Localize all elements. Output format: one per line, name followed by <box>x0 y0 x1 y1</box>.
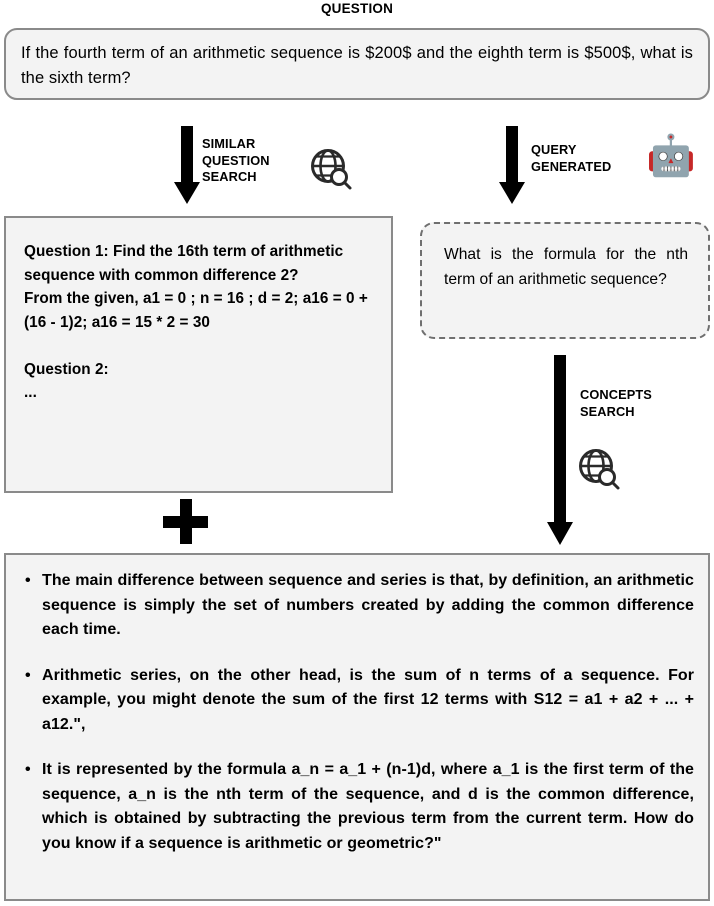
bullet-icon: • <box>25 572 31 589</box>
label-concepts-search: CONCEPTS SEARCH <box>580 387 652 419</box>
question-box <box>4 28 710 100</box>
concepts-list <box>20 569 694 856</box>
bullet-icon: • <box>25 666 31 684</box>
arrow-similar-question-search <box>167 126 207 209</box>
list-item <box>20 569 694 643</box>
globe-search-icon <box>306 145 356 200</box>
concept-text: Arithmetic series, on the other head, is the sum of n terms of a sequence. For example, you might denote the sum of the first 12 terms with S12 = a1 + a2 + ... + a12.", <box>42 666 694 733</box>
similar-question-1: Question 1: Find the 16th term of arithmetic sequence with common difference 2? <box>24 243 344 284</box>
generated-query-text: What is the formula for the nth term of an arithmetic sequence? <box>444 246 688 288</box>
label-similar-question-search: SIMILAR QUESTION SEARCH <box>202 136 270 184</box>
question-text: If the fourth term of an arithmetic sequence is $200$ and the eighth term is $500$, what is the sixth term? <box>21 44 693 87</box>
page-title: QUESTION <box>320 1 394 16</box>
concept-text: It is represented by the formula a_n = a_1 + (n-1)d, where a_1 is the first term of the sequence, a_n is the nth term of the sequence, and d is the common difference, which is obtained by subtracting the previous term from the current term. How do you know if a sequence is arithmetic or geometric?" <box>42 761 694 852</box>
concepts-box <box>4 553 710 901</box>
similar-questions-box <box>4 216 393 493</box>
list-item <box>20 664 694 738</box>
bullet-icon: • <box>25 761 31 778</box>
label-query-generated: QUERY GENERATED <box>531 142 612 174</box>
arrow-query-generated <box>492 126 532 209</box>
similar-box-spacer <box>24 334 375 358</box>
generated-query-box <box>420 222 710 339</box>
list-item <box>20 758 694 856</box>
concept-text: The main difference between sequence and series is that, by definition, an arithmetic sequence is simply the set of numbers created by adding the common difference each time. <box>42 572 694 638</box>
similar-question-1-solution: From the given, a1 = 0 ; n = 16 ; d = 2; a16 = 0 + (16 - 1)2; a16 = 15 * 2 = 30 <box>24 290 368 331</box>
globe-search-icon-concepts <box>574 445 624 500</box>
robot-icon: 🤖 <box>646 134 696 178</box>
similar-question-2: Question 2: <box>24 360 109 378</box>
combine-plus-icon <box>163 499 208 544</box>
similar-questions-ellipsis: ... <box>24 384 37 401</box>
